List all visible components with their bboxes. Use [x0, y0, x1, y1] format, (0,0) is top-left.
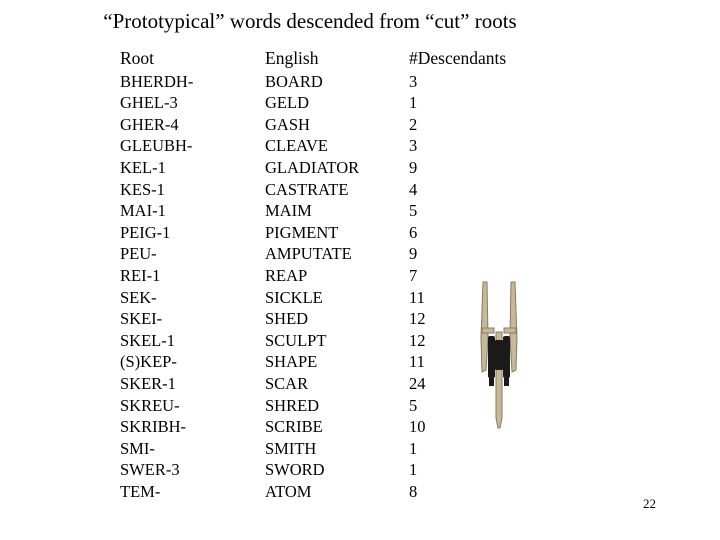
descendants-header: #Descendants — [409, 48, 507, 68]
root-cell: SKEI- — [120, 309, 163, 329]
english-cell: REAP — [265, 265, 308, 285]
english-cell: SMITH — [265, 438, 317, 458]
english-cell: GELD — [265, 93, 309, 113]
descendants-cell: 10 — [409, 417, 426, 437]
descendants-cell: 7 — [409, 265, 418, 285]
root-cell: (S)KEP- — [120, 352, 177, 372]
root-header: Root — [120, 48, 155, 68]
root-cell: SKEL-1 — [120, 330, 175, 350]
root-cell: GHER-4 — [120, 114, 179, 134]
descendants-cell: 8 — [409, 481, 418, 501]
root-cell: SEK- — [120, 287, 157, 307]
root-cell: BHERDH- — [120, 71, 194, 91]
english-cell: SHAPE — [265, 352, 318, 372]
descendants-cell: 11 — [409, 352, 425, 372]
english-cell: SWORD — [265, 460, 325, 480]
english-header: English — [265, 48, 319, 68]
english-cell: GLADIATOR — [265, 157, 360, 177]
descendants-cell: 3 — [409, 71, 418, 91]
english-cell: CASTRATE — [265, 179, 349, 199]
descendants-cell: 1 — [409, 93, 418, 113]
descendants-cell: 4 — [409, 179, 418, 199]
descendants-cell: 9 — [409, 157, 418, 177]
descendants-cell: 1 — [409, 438, 418, 458]
english-column — [265, 48, 359, 502]
root-cell: SWER-3 — [120, 460, 180, 480]
english-cell: ATOM — [265, 481, 312, 501]
root-cell: TEM- — [120, 481, 161, 501]
english-cell: SHED — [265, 309, 309, 329]
english-cell: SCULPT — [265, 330, 327, 350]
root-cell: GHEL-3 — [120, 93, 178, 113]
english-cell: PIGMENT — [265, 222, 339, 242]
descendants-cell: 24 — [409, 373, 426, 393]
root-cell: PEU- — [120, 244, 157, 264]
descendants-cell: 5 — [409, 201, 418, 221]
root-cell: SKREU- — [120, 395, 180, 415]
slide-title: “Prototypical” words descended from “cut” roots — [103, 9, 517, 33]
descendants-cell: 5 — [409, 395, 418, 415]
descendants-cell: 9 — [409, 244, 418, 264]
english-cell: AMPUTATE — [265, 244, 352, 264]
english-cell: CLEAVE — [265, 136, 328, 156]
english-cell: SICKLE — [265, 287, 323, 307]
english-cell: SCRIBE — [265, 417, 323, 437]
root-cell: KES-1 — [120, 179, 165, 199]
root-cell: MAI-1 — [120, 201, 166, 221]
english-cell: MAIM — [265, 201, 312, 221]
english-cell: GASH — [265, 114, 310, 134]
root-cell: PEIG-1 — [120, 222, 171, 242]
descendants-cell: 11 — [409, 287, 425, 307]
descendants-cell: 12 — [409, 309, 426, 329]
english-cell: BOARD — [265, 71, 323, 91]
descendants-cell: 12 — [409, 330, 426, 350]
root-column — [120, 48, 193, 502]
english-cell: SCAR — [265, 373, 309, 393]
descendants-cell: 1 — [409, 460, 418, 480]
root-cell: REI-1 — [120, 265, 161, 285]
crossed-blades-icon — [474, 278, 524, 440]
root-cell: SMI- — [120, 438, 155, 458]
root-cell: KEL-1 — [120, 157, 166, 177]
descendants-cell: 3 — [409, 136, 418, 156]
english-cell: SHRED — [265, 395, 320, 415]
descendants-cell: 6 — [409, 222, 418, 242]
root-cell: GLEUBH- — [120, 136, 193, 156]
descendants-cell: 2 — [409, 114, 418, 134]
page-number: 22 — [643, 496, 656, 511]
root-cell: SKER-1 — [120, 373, 176, 393]
root-cell: SKRIBH- — [120, 417, 187, 437]
